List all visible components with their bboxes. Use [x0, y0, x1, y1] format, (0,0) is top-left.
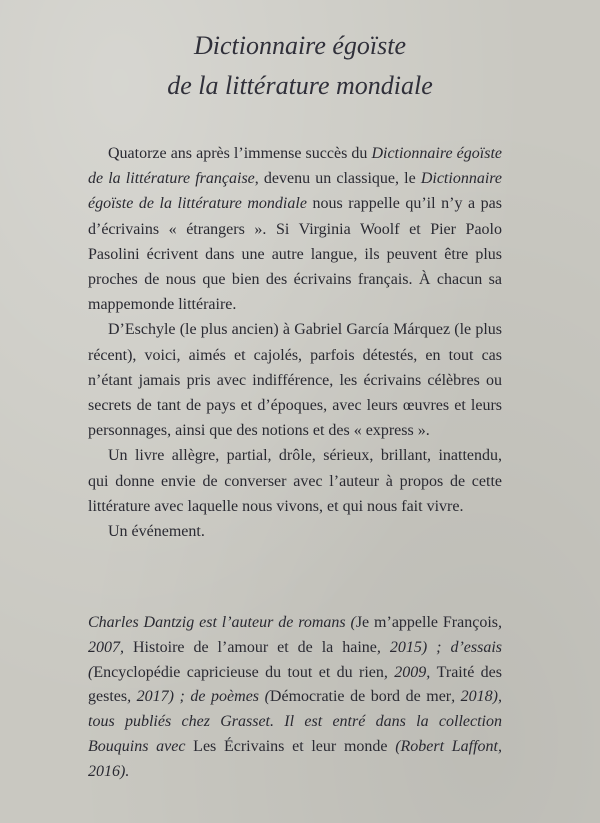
author-bio [88, 611, 502, 785]
work-title: Encyclopédie capricieuse du tout et du rien [93, 663, 384, 681]
blurb-paragraph-1 [88, 141, 502, 317]
bio-text: , 2015) ; d’essais ( [88, 638, 503, 681]
book-reference: Dictionnaire égoïste de la littérature mondiale [88, 170, 502, 213]
bio-text: , 2018), tous publiés chez Grasset. Il est entré dans la collection Bouquins avec [88, 688, 502, 755]
blurb-text: Quatorze ans après l’immense succès du [108, 145, 372, 162]
author-bio-paragraph [88, 611, 502, 785]
work-title: Démocratie de bord de mer [269, 688, 452, 706]
book-title [0, 26, 600, 106]
work-title: Traité des gestes [88, 663, 502, 706]
bio-text: , 2007, [88, 614, 502, 656]
bio-text: , 2017) ; de poèmes ( [127, 688, 270, 706]
work-title: Histoire de l’amour et de la haine [132, 638, 377, 656]
bio-text: , 2009, [383, 663, 437, 681]
blurb-text: , devenu un classique, le [254, 170, 421, 188]
work-title: Les Écrivains et leur monde [193, 737, 388, 755]
book-title-line-1: Dictionnaire égoïste [193, 31, 407, 60]
book-blurb [88, 141, 502, 544]
bio-text: (Robert Laffont, 2016). [88, 737, 503, 780]
blurb-text: nous rappelle qu’il n’y a pas d’écrivains « étrangers ». Si Virginia Woolf et Pier Paolo Pasolini écrivent dans une autre langue, ils peuvent être plus proches de nous que bien des écrivains français. À chacun sa mappemonde littéraire. [88, 195, 503, 314]
book-title-line-2: de la littérature mondiale [167, 71, 433, 100]
blurb-paragraph-3: Un livre allègre, partial, drôle, sérieux, brillant, inattendu, qui donne envie de converser avec l’auteur à propos de cette littérature avec laquelle nous vivons, et qui nous fait vivre. [88, 447, 502, 515]
blurb-paragraph-2: D’Eschyle (le plus ancien) à Gabriel García Márquez (le plus récent), voici, aimés et cajolés, parfois détestés, en tout cas n’étant jamais pris avec indifférence, les écrivains célèbres ou secrets de tant de pays et d’époques, avec leurs œuvres et leurs personnages, ainsi que des notions et des « express ». [88, 321, 502, 440]
work-title: Je m’appelle François [355, 614, 498, 631]
blurb-paragraph-4: Un événement. [108, 523, 205, 541]
book-reference: Dictionnaire égoïste de la littérature française [88, 145, 502, 188]
bio-text: Charles Dantzig est l’auteur de romans ( [88, 614, 356, 631]
